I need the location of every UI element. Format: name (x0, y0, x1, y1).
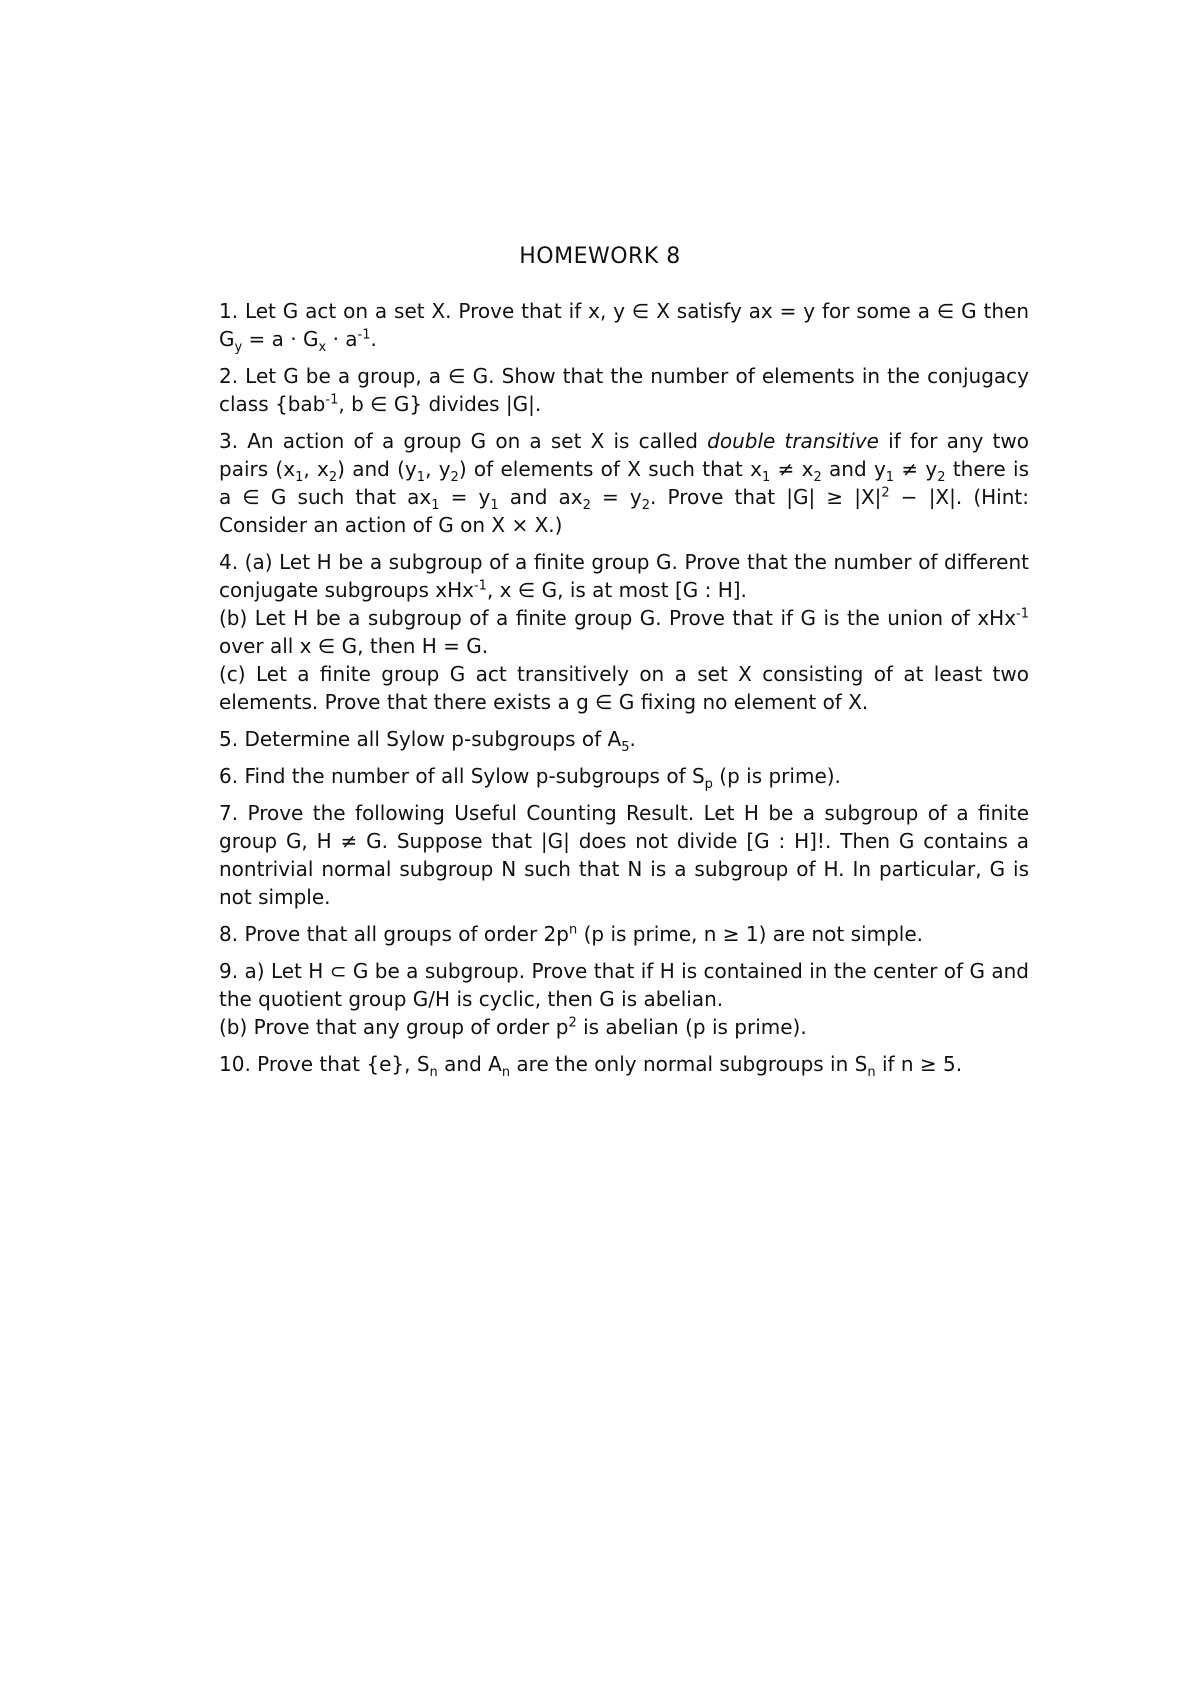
problem-9-part-2: (b) Prove that any group of order $p^2$ is abelian (p is prime). (219, 1015, 807, 1039)
problem-3 (219, 427, 1029, 539)
problem-3-part-1: 3. An action of a group G on a set X is called double transitive if for any two pairs ($x_1$, $x_2$) and ($y_1$, $y_2$) of elements of X such that $x_1 \ne x_2$ and $y_1 \ne y_2$ there is a ∈ G such that $ax_1 = y_1$ and $ax_2 = y_2$. Prove that $|G| \ge |X|^2 - |X|$. (Hint: Consider an action of G on X × X.) (219, 429, 1029, 537)
problem-6 (219, 762, 1029, 790)
problem-6-part-1: 6. Find the number of all Sylow p-subgroups of $S_p$ (p is prime). (219, 764, 841, 792)
problem-1-part-1: 1. Let G act on a set X. Prove that if x, y ∈ X satisfy ax = y for some a ∈ G then $G_y = a \cdot G_x \cdot a^{-1}$. (219, 299, 1029, 355)
problem-4-part-3: (c) Let a finite group G act transitively on a set X consisting of at least two elements. Prove that there exists a g ∈ G fixing no element of X. (219, 662, 1029, 714)
page-title: HOMEWORK 8 (519, 244, 681, 269)
problem-8 (219, 920, 1029, 948)
problem-2 (219, 362, 1029, 418)
problem-9-part-1: 9. a) Let H ⊂ G be a subgroup. Prove that if H is contained in the center of G and the quotient group G/H is cyclic, then G is abelian. (219, 959, 1029, 1011)
problem-2-part-1: 2. Let G be a group, a ∈ G. Show that the number of elements in the conjugacy class {bab$^{-1}$, b ∈ G} divides |G|. (219, 364, 1029, 416)
problem-4 (219, 548, 1029, 716)
problem-5 (219, 725, 1029, 753)
problem-10 (219, 1050, 1029, 1078)
problem-4-part-1: 4. (a) Let H be a subgroup of a finite group G. Prove that the number of different conjugate subgroups xHx$^{-1}$, x ∈ G, is at most [G : H]. (219, 550, 1029, 602)
problem-list (219, 297, 1029, 1087)
problem-7 (219, 799, 1029, 911)
problem-9 (219, 957, 1029, 1041)
problem-8-part-1: 8. Prove that all groups of order $2p^n$ (p is prime, n ≥ 1) are not simple. (219, 922, 923, 946)
problem-4-part-2: (b) Let H be a subgroup of a finite group G. Prove that if G is the union of xHx$^{-1}$ over all x ∈ G, then H = G. (219, 606, 1029, 658)
problem-10-part-1: 10. Prove that {e}, $S_n$ and $A_n$ are the only normal subgroups in $S_n$ if n ≥ 5. (219, 1052, 963, 1080)
problem-5-part-1: 5. Determine all Sylow p-subgroups of $A_5$. (219, 727, 636, 755)
problem-7-part-1: 7. Prove the following Useful Counting Result. Let H be a subgroup of a finite group G, H ≠ G. Suppose that |G| does not divide [G : H]!. Then G contains a nontrivial normal subgroup N such that N is a subgroup of H. In particular, G is not simple. (219, 801, 1029, 909)
problem-1 (219, 297, 1029, 353)
